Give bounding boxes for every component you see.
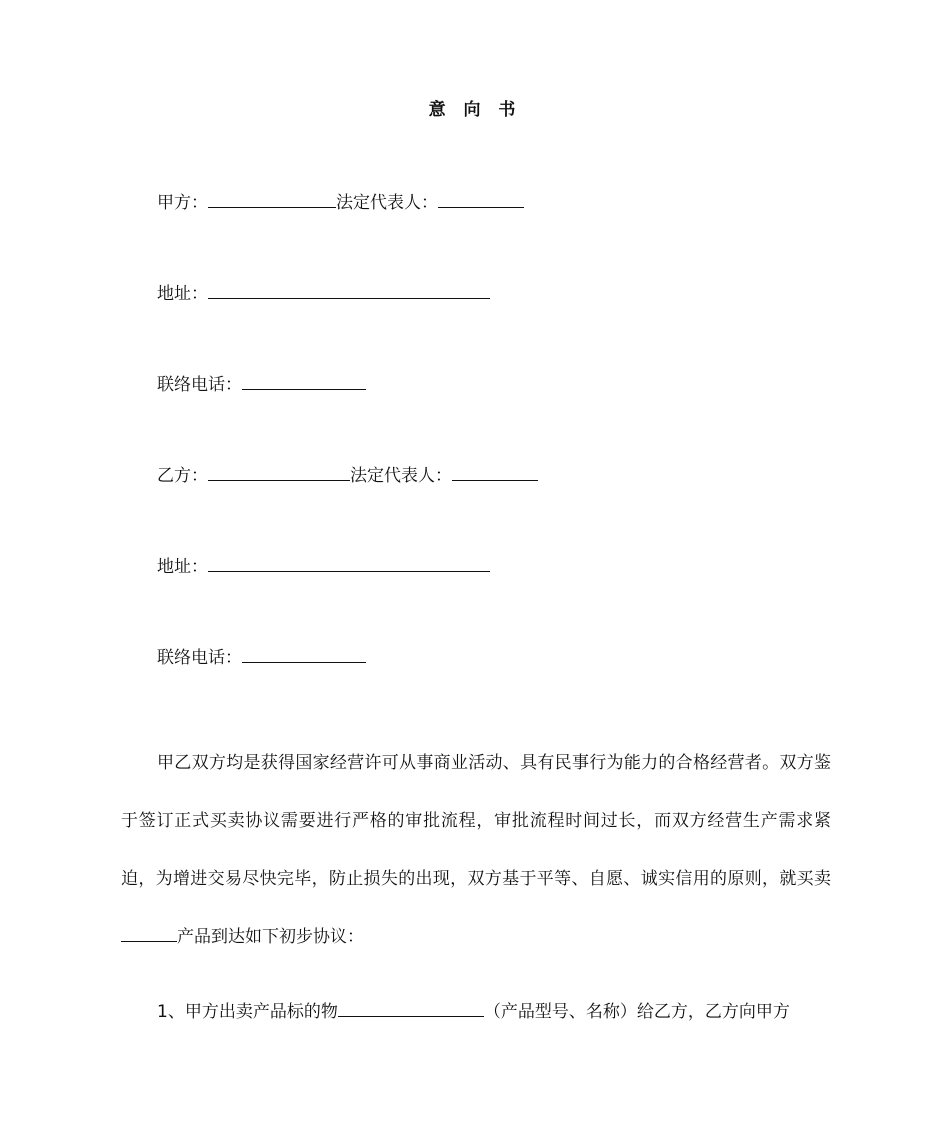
party-a-line bbox=[157, 189, 524, 215]
party-a-label: 甲方： bbox=[157, 193, 208, 213]
clause-1-product-blank bbox=[338, 998, 484, 1017]
party-a-rep-label: 法定代表人： bbox=[336, 193, 438, 213]
intro-paragraph bbox=[121, 734, 831, 966]
party-b-line bbox=[157, 462, 538, 488]
party-b-phone-line bbox=[157, 644, 366, 670]
party-b-phone-blank bbox=[242, 644, 366, 663]
clause-1-text-part2: （产品型号、名称）给乙方，乙方向甲方 bbox=[483, 1002, 790, 1022]
document-title: 意 向 书 bbox=[428, 100, 522, 120]
party-b-address-label: 地址： bbox=[157, 557, 208, 577]
intro-text-part2: 产品到达如下初步协议： bbox=[177, 927, 364, 947]
party-a-address-label: 地址： bbox=[157, 284, 208, 304]
clause-1-text-part1: 1、甲方出卖产品标的物 bbox=[157, 1002, 338, 1022]
party-a-phone-blank bbox=[242, 371, 366, 390]
party-a-phone-line bbox=[157, 371, 366, 397]
party-b-address-line bbox=[157, 553, 490, 579]
party-a-address-blank bbox=[208, 280, 490, 299]
party-b-blank bbox=[208, 462, 350, 481]
party-b-address-blank bbox=[208, 553, 490, 572]
party-b-label: 乙方： bbox=[157, 466, 208, 486]
party-a-blank bbox=[208, 189, 336, 208]
party-b-rep-blank bbox=[452, 462, 538, 481]
party-b-rep-label: 法定代表人： bbox=[350, 466, 452, 486]
party-a-address-line bbox=[157, 280, 490, 306]
intro-text-part1: 甲乙双方均是获得国家经营许可从事商业活动、具有民事行为能力的合格经营者。双方鉴于签订正式买卖协议需要进行严格的审批流程，审批流程时间过长，而双方经营生产需求紧迫，为增进交易尽快完毕，防止损失的出现，双方基于平等、自愿、诚实信用的原则，就买卖 bbox=[121, 753, 831, 889]
clause-1-line bbox=[157, 998, 790, 1024]
party-a-phone-label: 联络电话： bbox=[157, 375, 242, 395]
party-b-phone-label: 联络电话： bbox=[157, 648, 242, 668]
product-blank bbox=[121, 923, 177, 942]
party-a-rep-blank bbox=[438, 189, 524, 208]
